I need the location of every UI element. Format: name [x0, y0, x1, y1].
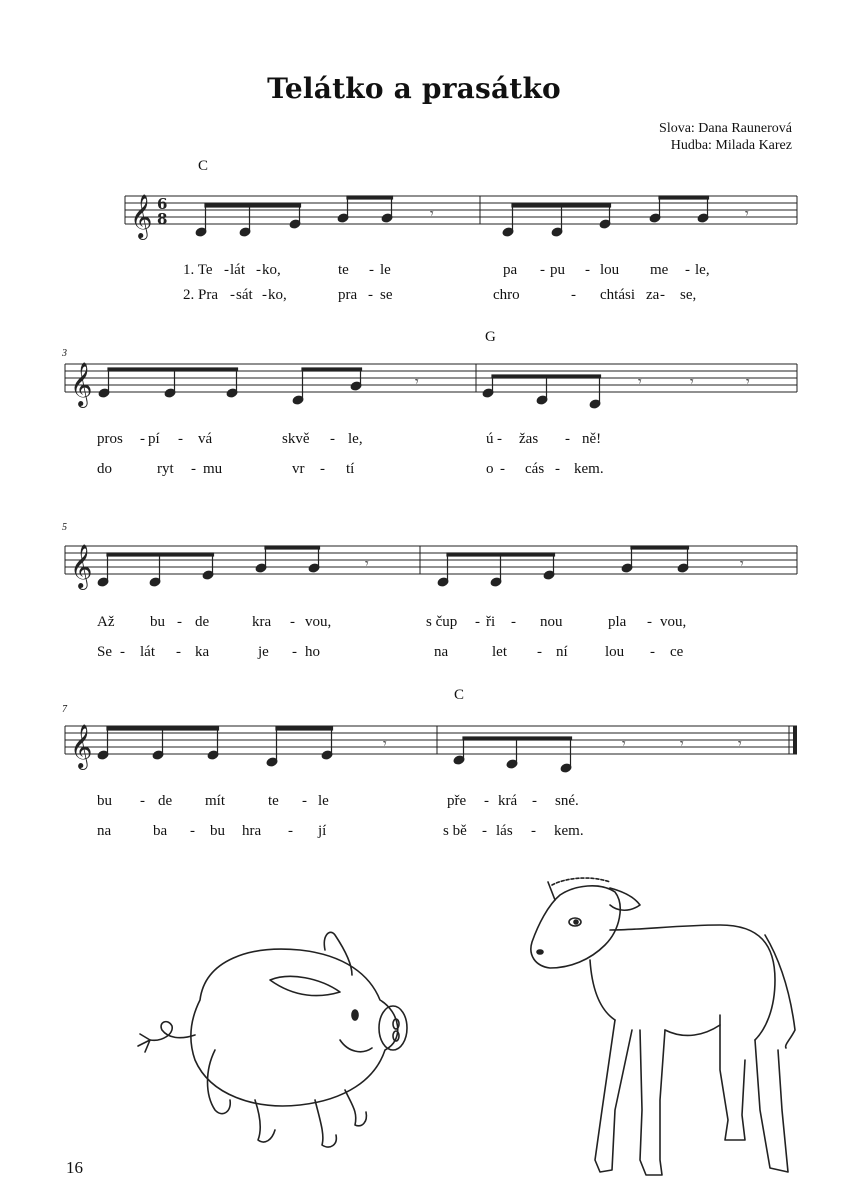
- lyric-syllable: -: [475, 614, 480, 630]
- eighth-rest: 𝄾: [746, 374, 750, 390]
- lyric-syllable: hra: [242, 823, 262, 839]
- page-number: 16: [66, 1158, 83, 1177]
- lyric-syllable: le,: [695, 262, 710, 278]
- svg-text:𝄞: 𝄞: [70, 362, 93, 406]
- lyric-syllable: -: [230, 287, 235, 303]
- lyric-syllable: -: [497, 431, 502, 447]
- lyric-syllable: do: [97, 461, 112, 477]
- lyric-syllable: ní: [556, 644, 568, 660]
- lyric-syllable: de: [195, 614, 210, 630]
- lyric-syllable: vá: [198, 431, 213, 447]
- lyric-syllable: ka: [195, 644, 210, 660]
- lyric-syllable: se,: [680, 287, 697, 303]
- lyric-syllable: te: [268, 793, 279, 809]
- lyric-syllable: vou,: [660, 614, 687, 630]
- lyric-syllable: le,: [348, 431, 363, 447]
- lyric-syllable: ce: [670, 644, 684, 660]
- lyric-syllable: -: [511, 614, 516, 630]
- lyric-syllable: -: [262, 287, 267, 303]
- time-sig-top: 6: [157, 195, 168, 213]
- lyric-syllable: ba: [153, 823, 168, 839]
- chord-g: G: [485, 329, 496, 345]
- lyric-syllable: pí: [148, 431, 160, 447]
- lyric-syllable: -: [292, 644, 297, 660]
- svg-text:𝄞: 𝄞: [70, 724, 93, 768]
- lyric-syllable: -: [140, 431, 145, 447]
- lyric-syllable: -: [685, 262, 690, 278]
- lyrics-credit: Slova: Dana Raunerová: [659, 121, 792, 136]
- lyric-syllable: se: [380, 287, 393, 303]
- lyric-syllable: lás: [496, 823, 513, 839]
- pig-drawing: [138, 932, 407, 1147]
- lyric-syllable: -: [368, 287, 373, 303]
- lyric-syllable: -: [302, 793, 307, 809]
- lyric-syllable: -: [532, 793, 537, 809]
- lyric-syllable: -: [647, 614, 652, 630]
- lyric-syllable: -: [177, 614, 182, 630]
- lyric-syllable: lou: [600, 262, 620, 278]
- lyric-syllable: za: [646, 287, 660, 303]
- lyric-syllable: Se: [97, 644, 112, 660]
- eighth-rest: 𝄾: [415, 374, 419, 390]
- lyric-syllable: -: [320, 461, 325, 477]
- eighth-rest: 𝄾: [745, 206, 749, 222]
- lyric-syllable: -: [540, 262, 545, 278]
- lyric-syllable: pla: [608, 614, 627, 630]
- svg-text:𝄞: 𝄞: [70, 544, 93, 588]
- lyric-syllable: -: [650, 644, 655, 660]
- lyric-syllable: na: [97, 823, 112, 839]
- lyric-syllable: skvě: [282, 431, 310, 447]
- lyric-syllable: ně!: [582, 431, 602, 447]
- lyric-syllable: lát: [140, 644, 155, 660]
- eighth-rest: 𝄾: [383, 736, 387, 752]
- lyric-syllable: -: [288, 823, 293, 839]
- lyric-syllable: -: [555, 461, 560, 477]
- lyric-syllable: me: [650, 262, 669, 278]
- lyric-syllable: -: [484, 793, 489, 809]
- lyric-syllable: s čup: [426, 614, 458, 630]
- lyric-syllable: -: [290, 614, 295, 630]
- lyric-syllable: ho: [305, 644, 320, 660]
- lyric-syllable: Až: [97, 614, 115, 630]
- lyric-syllable: -: [176, 644, 181, 660]
- music-credit: Hudba: Milada Karez: [670, 138, 792, 153]
- eighth-rest: 𝄾: [740, 556, 744, 572]
- measure-number-5: 5: [62, 522, 67, 533]
- lyric-syllable: kem.: [574, 461, 604, 477]
- measure-number-3: 3: [62, 348, 67, 359]
- chord-c-2: C: [454, 687, 465, 703]
- lyric-syllable: -: [585, 262, 590, 278]
- eighth-rest: 𝄾: [638, 374, 642, 390]
- song-title: Telátko a prasátko: [267, 72, 561, 105]
- lyric-syllable: -: [565, 431, 570, 447]
- lyric-syllable: -: [482, 823, 487, 839]
- lyric-syllable: 2. Pra: [183, 287, 218, 303]
- calf-drawing: [531, 878, 795, 1175]
- lyric-syllable: le: [318, 793, 329, 809]
- lyric-syllable: pu: [550, 262, 565, 278]
- lyric-syllable: bu: [97, 793, 112, 809]
- time-sig-bottom: 8: [157, 210, 168, 228]
- eighth-rest: 𝄾: [690, 374, 694, 390]
- eighth-rest: 𝄾: [738, 736, 742, 752]
- lyric-syllable: sát: [236, 287, 253, 303]
- lyric-syllable: je: [258, 644, 269, 660]
- lyric-syllable: s bě: [443, 823, 467, 839]
- lyric-syllable: žas: [519, 431, 539, 447]
- lyric-syllable: -: [256, 262, 261, 278]
- lyric-syllable: mu: [203, 461, 223, 477]
- lyric-syllable: -: [531, 823, 536, 839]
- lyric-syllable: -: [120, 644, 125, 660]
- lyric-syllable: -: [190, 823, 195, 839]
- lyric-syllable: -: [178, 431, 183, 447]
- lyric-syllable: krá: [498, 793, 518, 809]
- lyric-syllable: sné.: [555, 793, 579, 809]
- eighth-rest: 𝄾: [680, 736, 684, 752]
- lyric-syllable: ři: [486, 614, 496, 630]
- lyric-syllable: o: [486, 461, 494, 477]
- lyric-syllable: ko,: [262, 262, 281, 278]
- lyric-syllable: na: [434, 644, 449, 660]
- lyric-syllable: ú: [486, 431, 494, 447]
- lyric-syllable: pa: [503, 262, 518, 278]
- lyric-syllable: tí: [346, 461, 355, 477]
- lyric-syllable: -: [191, 461, 196, 477]
- measure-number-7: 7: [62, 704, 67, 715]
- chord-c-1: C: [198, 158, 209, 174]
- lyric-syllable: -: [224, 262, 229, 278]
- lyric-syllable: vr: [292, 461, 305, 477]
- lyric-syllable: -: [537, 644, 542, 660]
- lyric-syllable: 1. Te: [183, 262, 213, 278]
- lyric-syllable: lou: [605, 644, 625, 660]
- lyric-syllable: -: [571, 287, 576, 303]
- eighth-rest: 𝄾: [622, 736, 626, 752]
- lyric-syllable: -: [140, 793, 145, 809]
- lyric-syllable: vou,: [305, 614, 332, 630]
- lyric-syllable: let: [492, 644, 507, 660]
- lyric-syllable: bu: [210, 823, 225, 839]
- eighth-rest: 𝄾: [430, 206, 434, 222]
- lyric-syllable: de: [158, 793, 173, 809]
- lyric-syllable: chtá: [600, 287, 625, 303]
- lyric-syllable: jí: [318, 823, 327, 839]
- lyric-syllable: ryt: [157, 461, 174, 477]
- lyric-syllable: -: [330, 431, 335, 447]
- lyric-syllable: bu: [150, 614, 165, 630]
- lyric-syllable: ko,: [268, 287, 287, 303]
- lyric-syllable: kem.: [554, 823, 584, 839]
- lyric-syllable: te: [338, 262, 349, 278]
- lyric-syllable: pros: [97, 431, 123, 447]
- eighth-rest: 𝄾: [365, 556, 369, 572]
- lyric-syllable: le: [380, 262, 391, 278]
- lyric-syllable: chro: [493, 287, 520, 303]
- lyric-syllable: si: [625, 287, 636, 303]
- lyric-syllable: -: [660, 287, 665, 303]
- lyric-syllable: pra: [338, 287, 358, 303]
- lyric-syllable: pře: [447, 793, 467, 809]
- svg-text:𝄞: 𝄞: [130, 194, 153, 238]
- lyric-syllable: mít: [205, 793, 226, 809]
- lyric-syllable: -: [500, 461, 505, 477]
- lyric-syllable: kra: [252, 614, 272, 630]
- lyric-syllable: cás: [525, 461, 545, 477]
- lyric-syllable: lát: [230, 262, 245, 278]
- lyric-syllable: -: [369, 262, 374, 278]
- lyric-syllable: nou: [540, 614, 563, 630]
